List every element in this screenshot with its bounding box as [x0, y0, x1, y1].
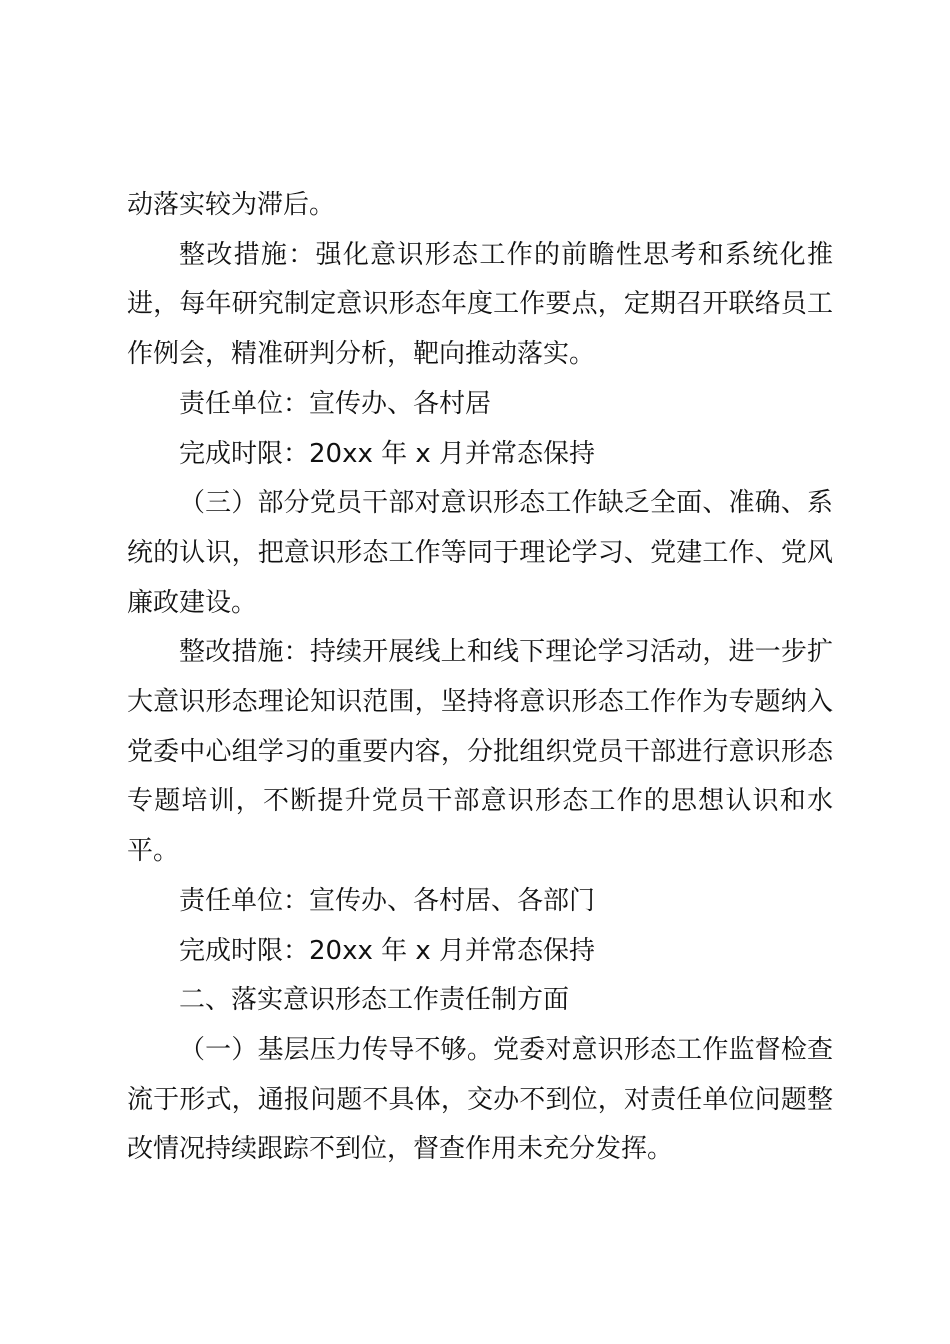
paragraph-rectification-measures-2: 整改措施：持续开展线上和线下理论学习活动，进一步扩大意识形态理论知识范围，坚持将意识形态工作作为专题纳入党委中心组学习的重要内容，分批组织党员干部进行意识形态专题培训，不断提升党员干部意识形态工作的思想认识和水平。 [127, 637, 833, 867]
paragraph-responsible-unit-2: 责任单位：宣传办、各村居、各部门 [179, 885, 596, 916]
paragraph-issue-1: （一）基层压力传导不够。党委对意识形态工作监督检查流于形式，通报问题不具体，交办不到位，对责任单位问题整改情况持续跟踪不到位，督查作用未充分发挥。 [127, 1034, 833, 1165]
paragraph-rectification-measures-1: 整改措施：强化意识形态工作的前瞻性思考和系统化推进，每年研究制定意识形态年度工作要点，定期召开联络员工作例会，精准研判分析，靶向推动落实。 [127, 239, 833, 370]
paragraph-responsible-unit-1: 责任单位：宣传办、各村居 [179, 388, 492, 419]
paragraph-deadline-2: 完成时限：20xx 年 x 月并常态保持 [179, 935, 596, 966]
paragraph-deadline-1: 完成时限：20xx 年 x 月并常态保持 [179, 438, 596, 469]
paragraph-continuation: 动落实较为滞后。 [127, 190, 336, 220]
paragraph-issue-3: （三）部分党员干部对意识形态工作缺乏全面、准确、系统的认识，把意识形态工作等同于理论学习、党建工作、党风廉政建设。 [127, 488, 833, 618]
section-heading-2: 二、落实意识形态工作责任制方面 [179, 985, 570, 1016]
document-body [127, 181, 833, 1175]
